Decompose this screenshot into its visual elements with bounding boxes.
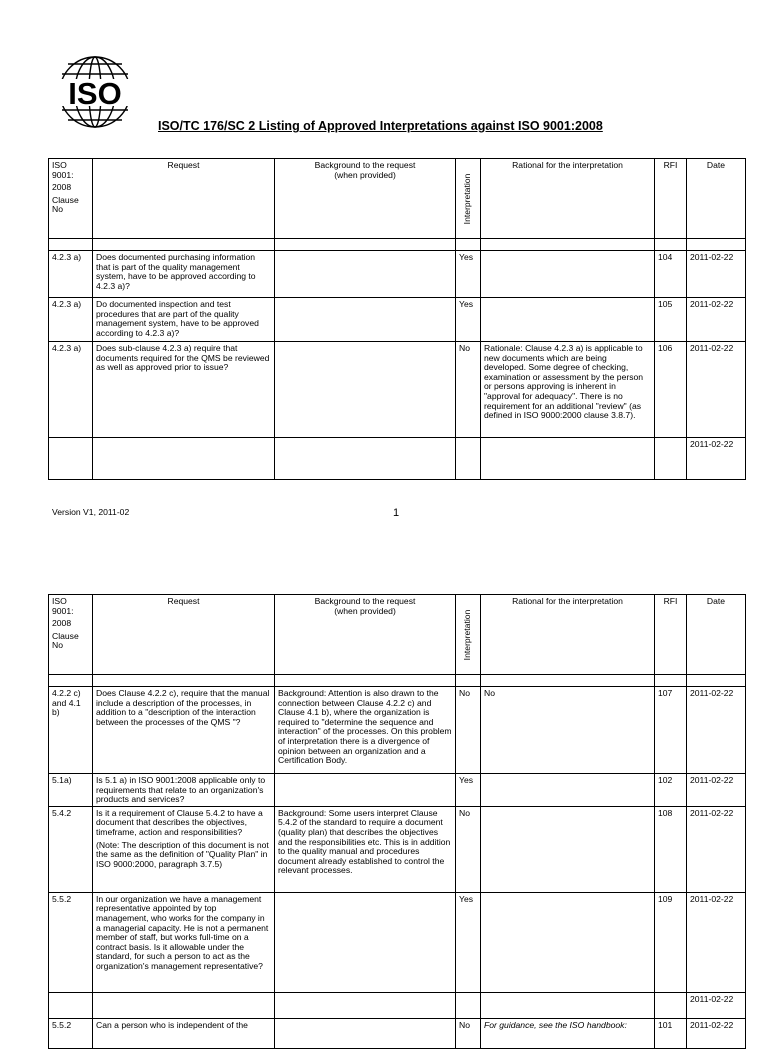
interpretation-cell: No — [456, 1018, 481, 1048]
clause-cell: 5.4.2 — [49, 806, 93, 892]
rfi-cell: 109 — [655, 892, 687, 992]
rational-cell: Rationale: Clause 4.2.3 a) is applicable to new documents which are being developed. Some degree of checking, examination or assessment by the person or persons approving is inherent in "approval for adequacy". There is no requirement for an additional "review" (as defined in ISO 9000:2000 clause 3.8.7). — [481, 342, 655, 438]
rational-cell — [481, 992, 655, 1018]
clause-cell: 5.1a) — [49, 774, 93, 807]
background-cell: Background: Some users interpret Clause 5.4.2 of the standard to require a document (quality plan) that describes the objectives and the responsibilities etc. This is in addition to the quality manual and procedures document already established to control the relevant processes. — [275, 806, 456, 892]
interpretations-table-page-2 — [48, 594, 746, 1049]
request-cell: Do documented inspection and test procedures that are part of the quality management system, have to be approved according to 4.2.3 a)? — [93, 298, 275, 342]
rational-cell — [481, 774, 655, 807]
interpretation-cell: Yes — [456, 298, 481, 342]
iso-logo-text: ISO — [68, 76, 122, 111]
clause-cell: 5.5.2 — [49, 1018, 93, 1048]
clause-cell: 4.2.3 a) — [49, 298, 93, 342]
iso-logo — [52, 52, 138, 132]
header-request: Request — [93, 595, 275, 675]
header-date: Date — [687, 159, 746, 239]
clause-cell: 4.2.3 a) — [49, 342, 93, 438]
header-rational: Rational for the interpretation — [481, 159, 655, 239]
interpretation-cell: Yes — [456, 892, 481, 992]
background-cell — [275, 1018, 456, 1048]
request-cell: Is 5.1 a) in ISO 9001:2008 applicable only to requirements that relate to an organization's products and services? — [93, 774, 275, 807]
header-clause: ISO 9001: 2008 Clause No — [49, 159, 93, 239]
table-row — [49, 687, 746, 774]
header-request: Request — [93, 159, 275, 239]
version-footer: Version V1, 2011-02 — [52, 507, 130, 517]
header-interpretation: Interpretation — [456, 595, 481, 675]
rfi-cell: 108 — [655, 806, 687, 892]
table-row — [49, 774, 746, 807]
table-row — [49, 892, 746, 992]
table-header-row — [49, 595, 746, 675]
rfi-cell: 106 — [655, 342, 687, 438]
date-cell: 2011-02-22 — [687, 438, 746, 480]
rfi-cell: 101 — [655, 1018, 687, 1048]
date-cell: 2011-02-22 — [687, 992, 746, 1018]
table-row — [49, 1018, 746, 1048]
interpretation-cell: Yes — [456, 251, 481, 298]
interpretation-cell: No — [456, 806, 481, 892]
rational-cell — [481, 892, 655, 992]
interpretation-cell: Yes — [456, 774, 481, 807]
interpretation-cell — [456, 438, 481, 480]
table-row — [49, 251, 746, 298]
date-cell: 2011-02-22 — [687, 806, 746, 892]
table-row — [49, 342, 746, 438]
header-rational: Rational for the interpretation — [481, 595, 655, 675]
date-cell: 2011-02-22 — [687, 687, 746, 774]
table-row — [49, 438, 746, 480]
page-number: 1 — [393, 507, 400, 519]
header-rfi: RFI — [655, 159, 687, 239]
date-cell: 2011-02-22 — [687, 298, 746, 342]
header-background: Background to the request (when provided) — [275, 595, 456, 675]
document-title: ISO/TC 176/SC 2 Listing of Approved Interpretations against ISO 9001:2008 — [158, 119, 603, 133]
background-cell — [275, 992, 456, 1018]
spacer-row — [49, 675, 746, 687]
rfi-cell: 104 — [655, 251, 687, 298]
request-cell: In our organization we have a management representative appointed by top management, who works for the company in a managerial capacity. He is not a permanent member of staff, but works full-time on a contract basis. Is it allowable under the standard, for such a person to act as the organization's management representative? — [93, 892, 275, 992]
clause-cell — [49, 992, 93, 1018]
clause-cell — [49, 438, 93, 480]
request-cell: Does Clause 4.2.2 c), require that the manual include a description of the processes, in addition to a "description of the interaction between the processes of the QMS "? — [93, 687, 275, 774]
rational-cell: For guidance, see the ISO handbook: — [481, 1018, 655, 1048]
background-cell: Background: Attention is also drawn to the connection between Clause 4.2.2 c) and Clause 4.1 b), where the organization is required to "determine the sequence and interaction" of the processes. On this problem of interpretation there is a divergence of opinion between an organization and a Certification Body. — [275, 687, 456, 774]
header-background: Background to the request (when provided) — [275, 159, 456, 239]
background-cell — [275, 892, 456, 992]
clause-cell: 4.2.3 a) — [49, 251, 93, 298]
background-cell — [275, 438, 456, 480]
rational-cell — [481, 806, 655, 892]
rational-cell — [481, 251, 655, 298]
background-cell — [275, 298, 456, 342]
request-cell — [93, 992, 275, 1018]
date-cell: 2011-02-22 — [687, 251, 746, 298]
rfi-cell: 102 — [655, 774, 687, 807]
rational-cell — [481, 438, 655, 480]
date-cell: 2011-02-22 — [687, 892, 746, 992]
background-cell — [275, 774, 456, 807]
date-cell: 2011-02-22 — [687, 342, 746, 438]
interpretation-cell — [456, 992, 481, 1018]
background-cell — [275, 251, 456, 298]
date-cell: 2011-02-22 — [687, 774, 746, 807]
header-rfi: RFI — [655, 595, 687, 675]
rational-cell — [481, 298, 655, 342]
rational-cell: No — [481, 687, 655, 774]
request-cell: Is it a requirement of Clause 5.4.2 to have a document that describes the objectives, timeframe, action and responsibilities? (Note: The description of this document is not the same as the definition of "Quality Plan" in ISO 9000:2000, paragraph 3.7.5) — [93, 806, 275, 892]
interpretations-table-page-1 — [48, 158, 746, 480]
request-cell: Does documented purchasing information that is part of the quality management system, have to be approved according to 4.2.3 a)? — [93, 251, 275, 298]
rfi-cell: 105 — [655, 298, 687, 342]
header-date: Date — [687, 595, 746, 675]
header-clause: ISO 9001: 2008 Clause No — [49, 595, 93, 675]
table-row — [49, 806, 746, 892]
spacer-row — [49, 239, 746, 251]
request-cell: Does sub-clause 4.2.3 a) require that documents required for the QMS be reviewed as well as approved prior to issue? — [93, 342, 275, 438]
rfi-cell: 107 — [655, 687, 687, 774]
table-header-row — [49, 159, 746, 239]
interpretation-cell: No — [456, 687, 481, 774]
table-row — [49, 992, 746, 1018]
rfi-cell — [655, 438, 687, 480]
clause-cell: 5.5.2 — [49, 892, 93, 992]
background-cell — [275, 342, 456, 438]
rfi-cell — [655, 992, 687, 1018]
request-cell — [93, 438, 275, 480]
request-cell: Can a person who is independent of the — [93, 1018, 275, 1048]
interpretation-cell: No — [456, 342, 481, 438]
header-interpretation: Interpretation — [456, 159, 481, 239]
clause-cell: 4.2.2 c) and 4.1 b) — [49, 687, 93, 774]
table-row — [49, 298, 746, 342]
date-cell: 2011-02-22 — [687, 1018, 746, 1048]
